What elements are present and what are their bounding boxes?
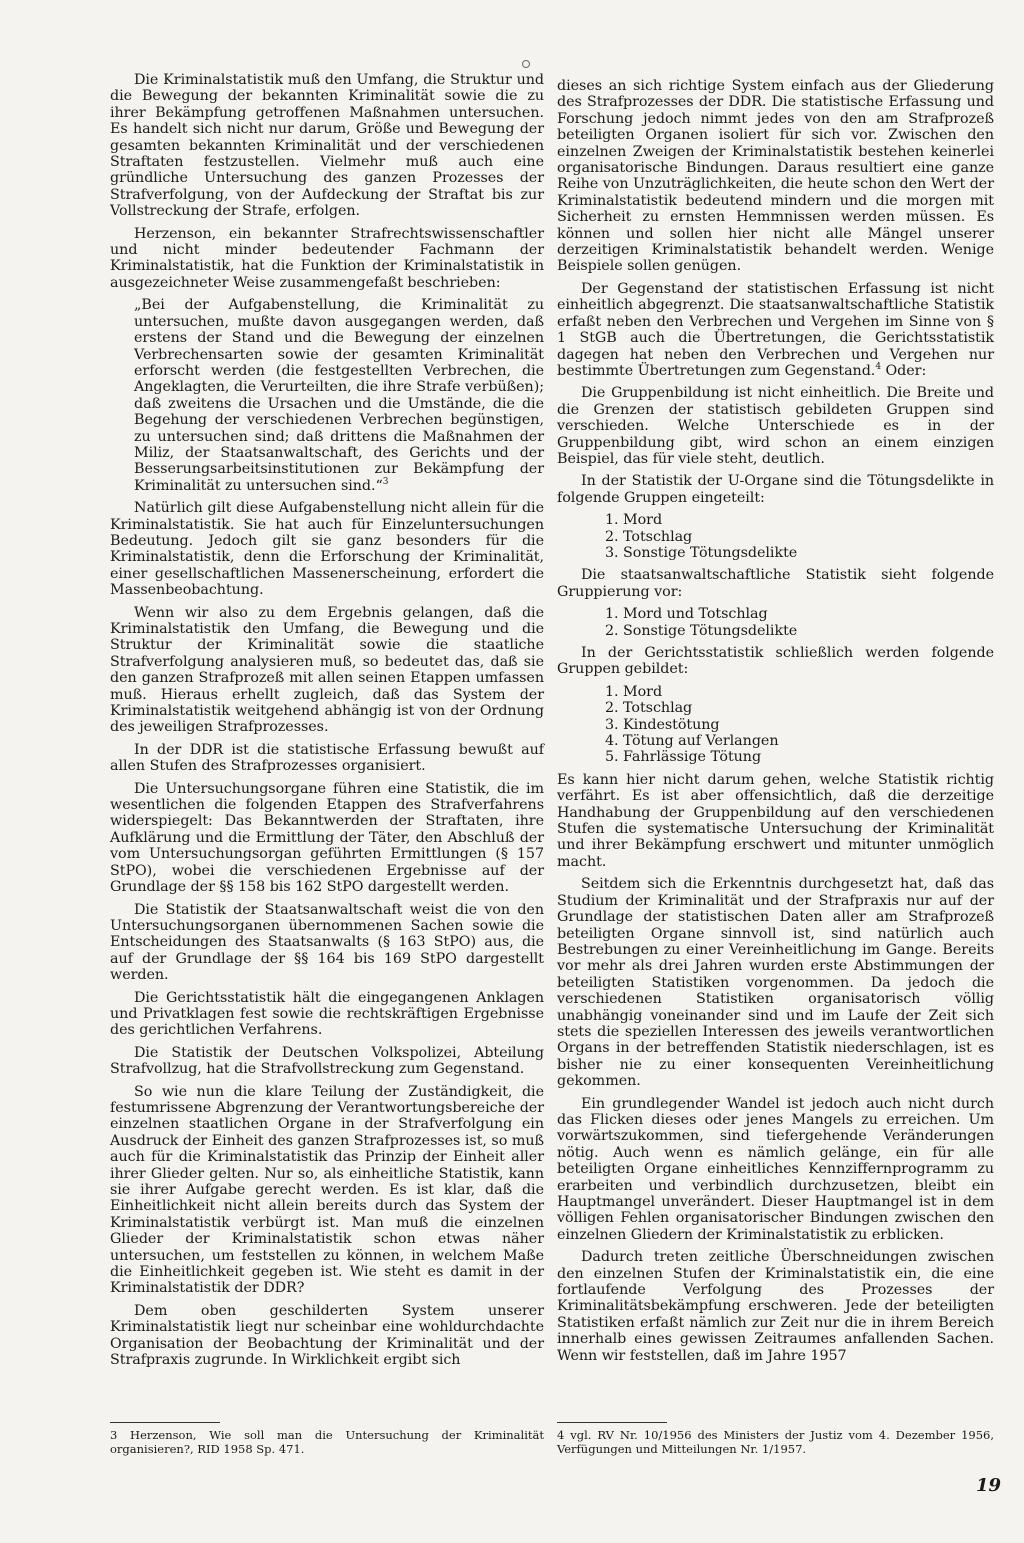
- paragraph: In der DDR ist die statistische Erfassung bewußt auf allen Stufen des Strafprozesses organisiert.: [110, 741, 544, 775]
- footnote-3: 3 Herzenson, Wie soll man die Untersuchung der Kriminalität organisieren?, RID 1958 Sp. 471.: [110, 1428, 544, 1456]
- left-column: [110, 72, 544, 1374]
- paragraph: Die staatsanwaltschaftliche Statistik sieht folgende Gruppierung vor:: [557, 567, 994, 600]
- paragraph-text: Der Gegenstand der statistischen Erfassung ist nicht einheitlich abgegrenzt. Die staatsanwaltschaftliche Statistik erfaßt neben den Verbrechen und Vergehen im Sinne von § 1 StGB auch die Übertretungen, die Gerichtsstatistik dagegen hat neben den Verbrechen und Vergehen nur bestimmte Übertretungen zum Gegenstand.: [557, 280, 994, 379]
- paragraph: Die Gerichtsstatistik hält die eingegangenen Anklagen und Privatklagen fest sowie die rechtskräftigen Ergebnisse des gerichtlichen Verfahrens.: [110, 989, 544, 1039]
- paragraph: Natürlich gilt diese Aufgabenstellung nicht allein für die Kriminalstatistik. Sie hat auch für Einzeluntersuchungen Bedeutung. Jedoch gilt sie ganz besonders für die Kriminalstatistik, denn die Erforschung der Kriminalität, einer gesellschaftlichen Massenerscheinung, erfordert die Massenbeobachtung.: [110, 500, 544, 599]
- paragraph: Die Untersuchungsorgane führen eine Statistik, die im wesentlichen die folgenden Etappen des Strafverfahrens widerspiegelt: Das Bekanntwerden der Straftaten, ihre Aufklärung und die Ermittlung der Täter, den Abschluß der vom Untersuchungsorgan geführten Ermittlungen (§ 157 StPO), wobei die verschiedenen Ergebnisse auf der Grundlage der §§ 158 bis 162 StPO dargestellt werden.: [110, 780, 544, 896]
- paragraph: Die Kriminalstatistik muß den Umfang, die Struktur und die Bewegung der bekannten Kriminalität sowie die zu ihrer Bekämpfung getroffenen Maßnahmen untersuchen. Es handelt sich nicht nur darum, Größe und Bewegung der gesamten bekannten Kriminalität und der verschiedenen Straftaten festzustellen. Vielmehr muß auch eine gründliche Untersuchung des ganzen Prozesses der Strafverfolgung, von der Aufdeckung der Straftat bis zur Vollstreckung der Strafe, erfolgen.: [110, 72, 544, 220]
- paragraph: In der Statistik der U-Organe sind die Tötungsdelikte in folgende Gruppen eingeteilt:: [557, 473, 994, 506]
- paragraph: Es kann hier nicht darum gehen, welche Statistik richtig verfährt. Es ist aber offensichtlich, daß die derzeitige Handhabung der Gruppenbildung auf den verschiedenen Stufen die systematische Untersuchung der Kriminalität und ihrer Bekämpfung erschwert und mitunter unmöglich macht.: [557, 771, 994, 870]
- list-item: 1. Mord: [605, 512, 663, 529]
- right-column: [557, 78, 994, 1370]
- paragraph: [557, 281, 994, 379]
- group-list-staatsanwalt: [557, 606, 994, 639]
- paragraph: Die Gruppenbildung ist nicht einheitlich. Die Breite und die Grenzen der statistisch gebildeten Gruppen sind verschieden. Welche Unterschiede es in der Gruppenbildung gibt, wird schon an einem einzigen Beispiel, das für viele steht, deutlich.: [557, 385, 994, 467]
- paragraph: dieses an sich richtige System einfach aus der Gliederung des Strafprozesses der DDR. Die statistische Erfassung und Forschung jedoch nimmt jedes von den am Strafprozeß beteiligten Organen isoliert für sich vor. Zwischen den einzelnen Zweigen der Kriminalstatistik bestehen keinerlei organisatorische Bindungen. Daraus resultiert eine ganze Reihe von Unzuträglichkeiten, die heute schon den Wert der Kriminalstatistik bedeutend mindern und die morgen mit Sicherheit zu ernsten Hemmnissen werden müssen. Es können und sollen hier nicht alle Mängel unserer derzeitigen Kriminalstatistik behandelt werden. Wenige Beispiele sollen genügen.: [557, 78, 994, 275]
- quote-text: „Bei der Aufgabenstellung, die Kriminalität zu untersuchen, mußte davon ausgegangen werden, daß erstens der Stand und die Bewegung der einzelnen Verbrechensarten sowie der gesamten Kriminalität erforscht werden (die festgestellten Verbrechen, die Angeklagten, die Verurteilten, die ihre Strafe verbüßen); daß zweitens die Ursachen und die Umstände, die die Begehung der verschiedenen Verbrechen begünstigen, zu untersuchen sind; daß drittens die Maßnahmen der Miliz, der Staatsanwaltschaft, des Gerichts und der Besserungsarbeitsinstitutionen zur Bekämpfung der Kriminalität zu untersuchen sind.“: [134, 297, 544, 494]
- list-item: 1. Mord: [605, 683, 663, 700]
- group-list-u-organe: [557, 512, 994, 561]
- printer-mark: [522, 60, 530, 68]
- footnote-divider: [110, 1422, 220, 1423]
- paragraph: Wenn wir also zu dem Ergebnis gelangen, daß die Kriminalstatistik den Umfang, die Bewegung und die Struktur der Kriminalität sowie die staatliche Strafverfolgung analysieren muß, so bedeutet das, daß sie den ganzen Strafprozeß mit allen seinen Etappen umfassen muß. Hieraus erhellt zugleich, daß das System der Kriminalstatistik weitgehend abhängig ist von der Ordnung des jeweiligen Strafprozesses.: [110, 604, 544, 736]
- paragraph: Die Statistik der Staatsanwaltschaft weist die von den Untersuchungsorganen übernommenen Sachen sowie die Entscheidungen des Staatsanwalts (§ 163 StPO) aus, die auf der Grundlage der §§ 164 bis 169 StPO dargestellt werden.: [110, 901, 544, 984]
- block-quote: [134, 297, 544, 494]
- group-list-gericht: [557, 684, 994, 766]
- paragraph: Ein grundlegender Wandel ist jedoch auch nicht durch das Flicken dieses oder jenes Mangels zu erreichen. Um vorwärtszukommen, sind tiefergehende Veränderungen nötig. Auch wenn es nämlich gelänge, ein für alle beteiligten Organe einheitliches Kennziffernprogramm zu erarbeiten und verbindlich durchzusetzen, bleibt ein Hauptmangel unverändert. Dieser Hauptmangel ist in dem völligen Fehlen organisatorischer Bindungen zwischen den einzelnen Gliedern der Kriminalstatistik zu erblicken.: [557, 1095, 994, 1243]
- paragraph: Dem oben geschilderten System unserer Kriminalstatistik liegt nur scheinbar eine wohldurchdachte Organisation der Beobachtung der Kriminalität und der Strafpraxis zugrunde. In Wirklichkeit ergibt sich: [110, 1302, 544, 1369]
- paragraph: Seitdem sich die Erkenntnis durchgesetzt hat, daß das Studium der Kriminalität und der Strafpraxis nur auf der Grundlage der statistischen Daten aller am Strafprozeß beteiligten Organe sinnvoll ist, sind natürlich auch Bestrebungen zu einer Vereinheitlichung im Gange. Bereits vor mehr als drei Jahren wurden erste Abstimmungen der beteiligten Statistiken vorgenommen. Da jedoch die verschiedenen Statistiken organisatorisch völlig unabhängig voneinander sind und im Laufe der Zeit sich stets die speziellen Interessen des jeweils verantwortlichen Organs in der betreffenden Statistik niederschlagen, ist es bisher nie zu einer konsequenten Vereinheitlichung gekommen.: [557, 876, 994, 1090]
- paragraph: So wie nun die klare Teilung der Zuständigkeit, die festumrissene Abgrenzung der Verantwortungsbereiche der einzelnen staatlichen Organe in der Strafverfolgung ein Ausdruck der Einheit des ganzen Strafprozesses ist, so muß auch für die Kriminalstatistik das Prinzip der Einheit aller ihrer Glieder gelten. Nur so, als einheitliche Statistik, kann sie ihrer Aufgabe gerecht werden. Es ist klar, daß die Einheitlichkeit nicht allein bereits durch das System der Kriminalstatistik verbürgt ist. Man muß die einzelnen Glieder der Kriminalstatistik schon etwas näher untersuchen, um feststellen zu können, in welchem Maße die Einheitlichkeit gegeben ist. Wie steht es damit in der Kriminalstatistik der DDR?: [110, 1083, 544, 1297]
- list-item: 3. Kindestötung: [605, 716, 720, 733]
- list-item: 2. Totschlag: [605, 528, 693, 545]
- paragraph: Die Statistik der Deutschen Volkspolizei, Abteilung Strafvollzug, hat die Strafvollstreckung zum Gegenstand.: [110, 1044, 544, 1078]
- paragraph: Dadurch treten zeitliche Überschneidungen zwischen den einzelnen Stufen der Kriminalstatistik ein, die eine fortlaufende Verfolgung des Prozesses der Kriminalitätsbekämpfung erschweren. Jede der beteiligten Statistiken erfaßt nämlich zur Zeit nur die in ihrem Bereich innerhalb eines gewissen Zeitraumes anfallenden Sachen. Wenn wir feststellen, daß im Jahre 1957: [557, 1249, 994, 1364]
- list-item: 1. Mord und Totschlag: [605, 606, 768, 623]
- page-number: 19: [976, 1475, 1002, 1496]
- footnote-ref: 4: [875, 362, 881, 373]
- list-item: 5. Fahrlässige Tötung: [605, 749, 762, 766]
- list-item: 4. Tötung auf Verlangen: [605, 733, 779, 750]
- footnote-4: 4 vgl. RV Nr. 10/1956 des Ministers der Justiz vom 4. Dezember 1956, Verfügungen und Mitteilungen Nr. 1/1957.: [557, 1428, 994, 1456]
- list-item: 2. Totschlag: [605, 700, 693, 717]
- footnote-divider: [557, 1422, 667, 1423]
- paragraph: Herzenson, ein bekannter Strafrechtswissenschaftler und nicht minder bedeutender Fachmann der Kriminalstatistik, hat die Funktion der Kriminalstatistik in ausgezeichneter Weise zusammengefaßt beschrieben:: [110, 225, 544, 291]
- list-item: 2. Sonstige Tötungsdelikte: [605, 622, 798, 639]
- list-item: 3. Sonstige Tötungsdelikte: [605, 544, 798, 561]
- paragraph-tail: Oder:: [881, 362, 927, 379]
- footnote-ref: 3: [382, 476, 389, 487]
- paragraph: In der Gerichtsstatistik schließlich werden folgende Gruppen gebildet:: [557, 645, 994, 678]
